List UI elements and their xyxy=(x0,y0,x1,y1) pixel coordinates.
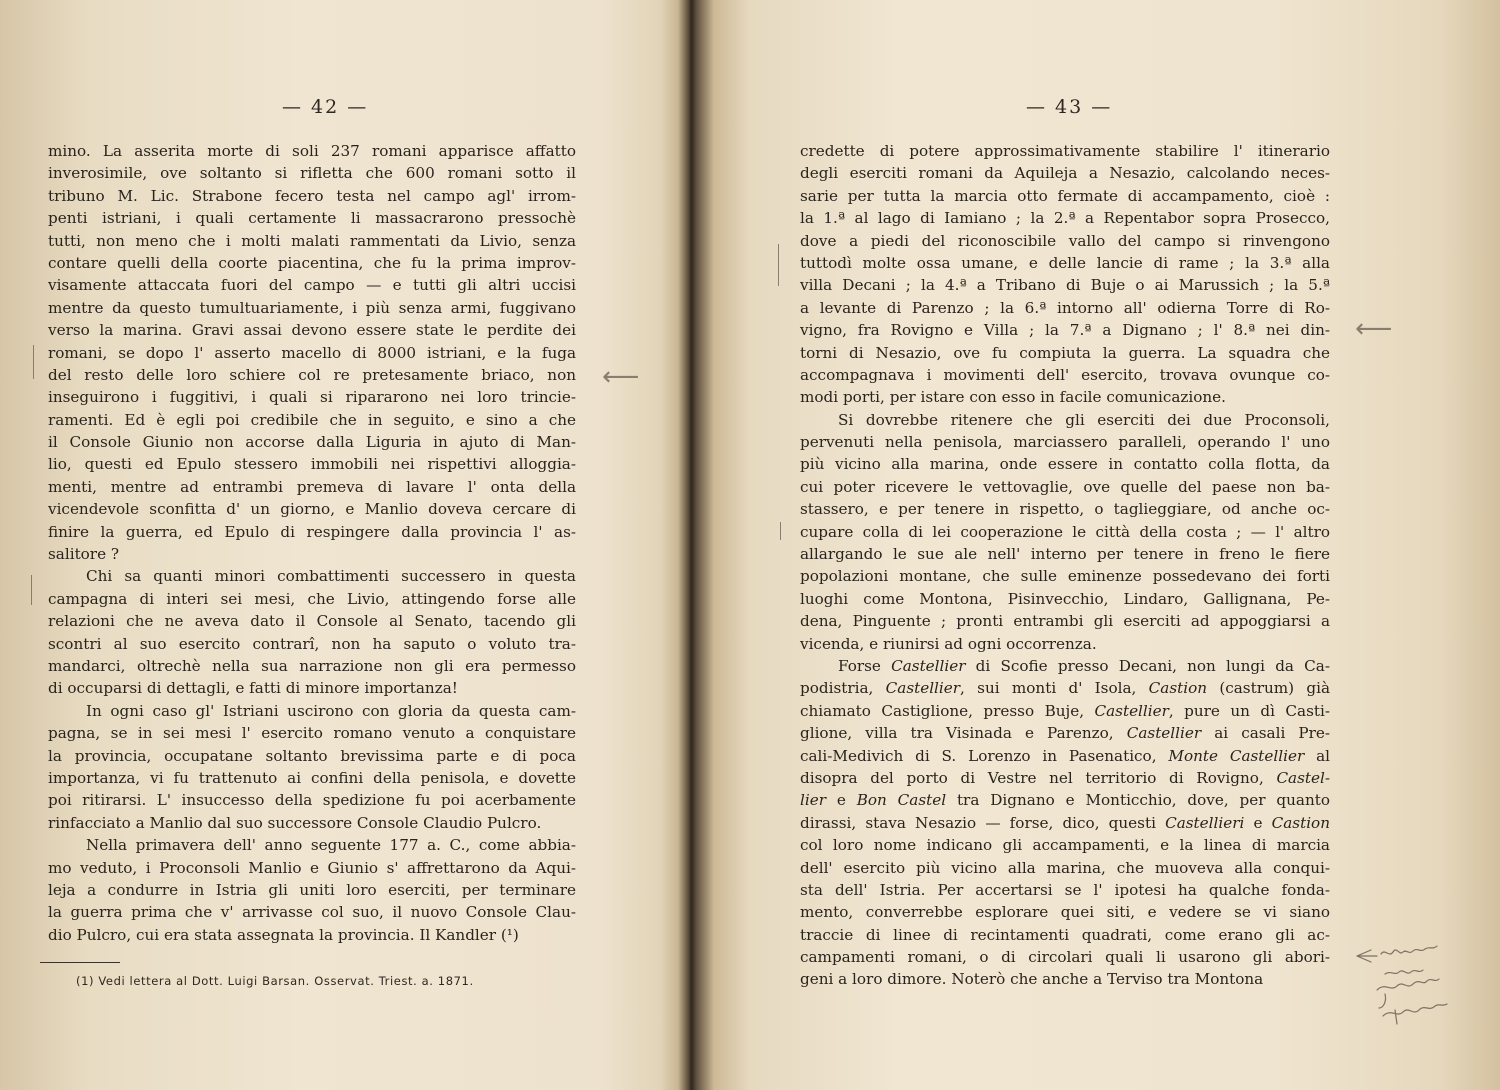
text-line: Nella primavera dell' anno seguente 177 a. C., come abbia- xyxy=(86,836,576,855)
text-line: mento, converrebbe esplorare quei siti, e vedere se vi siano xyxy=(800,903,1330,922)
text-line: cali-Medivich di S. Lorenzo in Pasenatico, Monte Castellier al xyxy=(800,746,1330,765)
pencil-margin-bar xyxy=(780,522,781,540)
text-line: dio Pulcro, cui era stata assegnata la provincia. Il Kandler (¹) xyxy=(48,925,519,944)
text-line: dell' esercito più vicino alla marina, che muoveva alla conqui- xyxy=(800,858,1330,877)
footnote: (1) Vedi lettera al Dott. Luigi Barsan. Osservat. Triest. a. 1871. xyxy=(76,974,474,988)
text-line: Forse Castellier di Scofie presso Decani, non lungi da Ca- xyxy=(838,656,1330,675)
pencil-margin-bar xyxy=(31,575,32,605)
text-line: visamente attaccata fuori del campo — e tutti gli altri uccisi xyxy=(48,276,576,295)
text-line: accompagnava i movimenti dell' esercito, trovava ovunque co- xyxy=(800,365,1330,384)
text-line: villa Decani ; la 4.ª a Tribano di Buje o ai Marussich ; la 5.ª xyxy=(800,276,1330,295)
text-line: il Console Giunio non accorse dalla Liguria in ajuto di Man- xyxy=(48,433,576,452)
text-line: lio, questi ed Epulo stessero immobili nei rispettivi alloggia- xyxy=(48,455,576,474)
text-line: degli eserciti romani da Aquileja a Nesazio, calcolando neces- xyxy=(800,164,1330,183)
text-line: disopra del porto di Vestre nel territorio di Rovigno, Castel- xyxy=(800,768,1330,787)
text-line: poi ritirarsi. L' insuccesso della spedizione fu poi acerbamente xyxy=(48,791,576,810)
text-line: penti istriani, i quali certamente li massacrarono pressochè xyxy=(48,209,576,228)
pencil-margin-bar xyxy=(33,345,34,379)
text-line: pervenuti nella penisola, marciassero paralleli, operando l' uno xyxy=(800,433,1330,452)
text-line: luoghi come Montona, Pisinvecchio, Lindaro, Gallignana, Pe- xyxy=(800,589,1330,608)
text-line: geni a loro dimore. Noterò che anche a Terviso tra Montona xyxy=(800,970,1264,989)
text-line: contare quelli della coorte piacentina, che fu la prima improv- xyxy=(48,253,576,272)
text-line: traccie di linee di recintamenti quadrati, come erano gli ac- xyxy=(800,925,1330,944)
page-number: — 43 — xyxy=(1026,96,1113,118)
page-number: — 42 — xyxy=(282,96,369,118)
text-line: vigno, fra Rovigno e Villa ; la 7.ª a Dignano ; l' 8.ª nei din- xyxy=(800,321,1330,340)
right-page xyxy=(690,0,1500,1090)
text-line: credette di potere approssimativamente stabilire l' itinerario xyxy=(800,142,1330,160)
text-line: ramenti. Ed è egli poi credibile che in seguito, e sino a che xyxy=(48,410,576,429)
text-line: finire la guerra, ed Epulo di respingere dalla provincia l' as- xyxy=(48,522,576,541)
handwritten-note xyxy=(1355,940,1465,1030)
text-line: la provincia, occupatane soltanto brevissima parte e di poca xyxy=(48,746,576,765)
text-line: campagna di interi sei mesi, che Livio, attingendo forse alle xyxy=(48,589,576,608)
pencil-arrow-icon: ⟵ xyxy=(602,362,640,392)
text-line: campamenti romani, o di circolari quali li usarono gli abori- xyxy=(800,948,1330,967)
text-line: torni di Nesazio, ove fu compiuta la guerra. La squadra che xyxy=(800,343,1330,362)
text-line: scontri al suo esercito contrarî, non ha saputo o voluto tra- xyxy=(48,634,576,653)
text-line: Si dovrebbe ritenere che gli eserciti dei due Proconsoli, xyxy=(838,410,1330,429)
text-line: col loro nome indicano gli accampamenti, e la linea di marcia xyxy=(800,836,1330,855)
text-line: rinfacciato a Manlio dal suo successore Console Claudio Pulcro. xyxy=(48,813,542,832)
text-line: allargando le sue ale nell' interno per tenere in freno le fiere xyxy=(800,545,1330,564)
text-line: podistria, Castellier, sui monti d' Isola, Castion (castrum) già xyxy=(800,679,1330,698)
text-line: mo veduto, i Proconsoli Manlio e Giunio s' affrettarono da Aqui- xyxy=(48,858,576,877)
text-line: lier e Bon Castel tra Dignano e Monticchio, dove, per quanto xyxy=(800,791,1330,810)
text-line: modi porti, per istare con esso in facile comunicazione. xyxy=(800,388,1226,407)
text-line: più vicino alla marina, onde essere in contatto colla flotta, da xyxy=(800,455,1330,474)
text-line: sarie per tutta la marcia otto fermate di accampamento, cioè : xyxy=(800,186,1330,205)
text-line: tribuno M. Lic. Strabone fecero testa nel campo agl' irrom- xyxy=(48,186,576,205)
text-line: vicenda, e riunirsi ad ogni occorrenza. xyxy=(800,634,1097,653)
text-line: cupare colla di lei cooperazione le città della costa ; — l' altro xyxy=(800,522,1330,541)
left-page xyxy=(0,0,680,1090)
text-line: del resto delle loro schiere col re pretesamente briaco, non xyxy=(48,365,576,384)
text-line: a levante di Parenzo ; la 6.ª intorno all' odierna Torre di Ro- xyxy=(800,298,1330,317)
text-line: cui poter ricevere le vettovaglie, ove quelle del paese non ba- xyxy=(800,477,1330,496)
text-line: tuttodì molte ossa umane, e delle lancie di rame ; la 3.ª alla xyxy=(800,253,1330,272)
text-line: vicendevole sconfitta d' un giorno, e Manlio doveva cercare di xyxy=(48,500,576,519)
text-line: mentre da questo tumultuariamente, i più senza armi, fuggivano xyxy=(48,298,576,317)
page-body xyxy=(48,140,576,946)
text-line: popolazioni montane, che sulle eminenze possedevano dei forti xyxy=(800,567,1330,586)
text-line: dove a piedi del riconoscibile vallo del campo si rinvengono xyxy=(800,231,1330,250)
text-line: pagna, se in sei mesi l' esercito romano venuto a conquistare xyxy=(48,724,576,743)
text-line: menti, mentre ad entrambi premeva di lavare l' onta della xyxy=(48,477,576,496)
text-line: dena, Pinguente ; pronti entrambi gli eserciti ad appoggiarsi a xyxy=(800,612,1330,631)
text-line: dirassi, stava Nesazio — forse, dico, questi Castellieri e Castion xyxy=(800,813,1330,832)
text-line: la guerra prima che v' arrivasse col suo, il nuovo Console Clau- xyxy=(48,903,576,922)
text-line: inverosimile, ove soltanto si rifletta che 600 romani sotto il xyxy=(48,164,576,183)
text-line: romani, se dopo l' asserto macello di 8000 istriani, e la fuga xyxy=(48,343,576,362)
text-line: importanza, vi fu trattenuto ai confini della penisola, e dovette xyxy=(48,768,576,787)
text-line: stassero, e per tenere in rispetto, o taglieggiare, od anche oc- xyxy=(800,500,1330,519)
text-line: Chi sa quanti minori combattimenti successero in questa xyxy=(86,567,576,586)
text-line: mino. La asserita morte di soli 237 romani apparisce affatto xyxy=(48,142,576,160)
text-line: salitore ? xyxy=(48,545,120,564)
footnote-rule xyxy=(40,962,120,963)
pencil-arrow-icon: ⟵ xyxy=(1355,314,1393,344)
text-line: chiamato Castiglione, presso Buje, Castellier, pure un dì Casti- xyxy=(800,701,1330,720)
pencil-margin-bar xyxy=(778,244,779,286)
text-line: inseguirono i fuggitivi, i quali si ripararono nei loro trincie- xyxy=(48,388,576,407)
text-line: relazioni che ne aveva dato il Console al Senato, tacendo gli xyxy=(48,612,576,631)
text-line: leja a condurre in Istria gli uniti loro eserciti, per terminare xyxy=(48,880,576,899)
page-body xyxy=(800,140,1330,991)
text-line: mandarci, oltrechè nella sua narrazione non gli era permesso xyxy=(48,656,576,675)
text-line: la 1.ª al lago di Iamiano ; la 2.ª a Repentabor sopra Prosecco, xyxy=(800,209,1330,228)
text-line: In ogni caso gl' Istriani uscirono con gloria da questa cam- xyxy=(86,701,576,720)
text-line: glione, villa tra Visinada e Parenzo, Castellier ai casali Pre- xyxy=(800,724,1330,743)
text-line: verso la marina. Gravi assai devono essere state le perdite dei xyxy=(48,321,576,340)
text-line: tutti, non meno che i molti malati rammentati da Livio, senza xyxy=(48,231,576,250)
text-line: di occuparsi di dettagli, e fatti di minore importanza! xyxy=(48,679,458,698)
text-line: sta dell' Istria. Per accertarsi se l' ipotesi ha qualche fonda- xyxy=(800,880,1330,899)
